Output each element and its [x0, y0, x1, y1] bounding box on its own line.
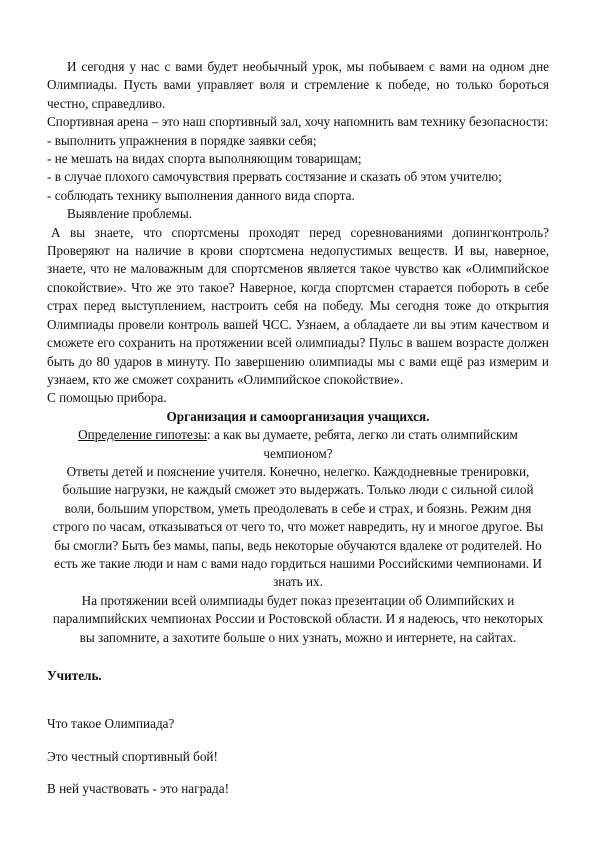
safety-rule: - не мешать на видах спорта выполняющим товарищам; [47, 151, 362, 167]
intro-paragraph: И сегодня у нас с вами будет необычный урок, мы побываем с вами на одном дне Олимпиады. Пусть вами управляет воля и стремление к победе, но только бороться честно, справедливо. [47, 59, 549, 111]
safety-rule: - соблюдать технику выполнения данного вида спорта. [47, 187, 355, 203]
speaker-label: Учитель. [47, 668, 102, 683]
device-note: С помощью прибора. [47, 390, 167, 406]
organization-heading: Организация и самоорганизация учащихся. [166, 408, 430, 424]
presentation-paragraph: На протяжении всей олимпиады будет показ презентации об Олимпийских и паралимпийских чемпионах России и Ростовской области. И я надеюсь, что некоторых вы запомните, а захотите больше о них узнать, можно и интернете, на сайтах. [52, 592, 544, 645]
hypothesis-label: Определение гипотезы [78, 427, 208, 443]
problem-paragraph: А вы знаете, что спортсмены проходят перед соревнованиями допингконтроль? Проверяют на наличие в крови спортсмена недопустимых веществ. И вы, наверное, знаете, что не маловажным для спортсменов является такое чувство как «Олимпийское спокойствие». Что же это такое? Наверное, когда спортсмен старается побороть в себе страх перед выступлением, настроить себя на победу. Мы сегодня тоже до открытия Олимпиады провели контроль вашей ЧСС. Узнаем, а обладаете ли вы этим качеством и сможете его сохранить на протяжении всей олимпиады? Пульс в вашем возрасте должен быть до 80 ударов в минуту. По завершению олимпиады мы с вами ещё раз измерим и узнаем, кто же сможет сохранить «Олимпийское спокойствие». [47, 224, 549, 387]
safety-rule: - в случае плохого самочувствия прервать состязание и сказать об этом учителю; [47, 169, 502, 185]
dialogue-line: Это честный спортивный бой! [47, 748, 218, 764]
answer-paragraph: Ответы детей и пояснение учителя. Конечно, нелегко. Каждодневные тренировки, большие нагрузки, не каждый сможет это выдержать. Только люди с сильной силой воли, большим упорством, уметь преодолевать в себе и страх, и боязнь. Режим дня строго по часам, отказываться от чего то, что может навредить, ну и многое другое. Вы бы смогли? Быть без мамы, папы, ведь некоторые обучаются вдалеке от родителей. Но есть же такие люди и нам с вами надо гордиться нашими Российскими чемпионами. И знать их. [52, 463, 544, 590]
safety-intro: Спортивная арена – это наш спортивный зал, хочу напомнить вам технику безопасности: [47, 114, 549, 130]
problem-heading: Выявление проблемы. [67, 206, 193, 222]
dialogue-line: Что такое Олимпиада? [47, 716, 175, 732]
dialogue-line: В ней участвовать - это награда! [47, 781, 229, 797]
hypothesis-question: : а как вы думаете, ребята, легко ли стать олимпийским чемпионом? [207, 427, 518, 461]
hypothesis-paragraph [47, 426, 549, 463]
safety-rule: - выполнить упражнения в порядке заявки себя; [47, 132, 317, 148]
safety-rules-list [47, 132, 549, 206]
